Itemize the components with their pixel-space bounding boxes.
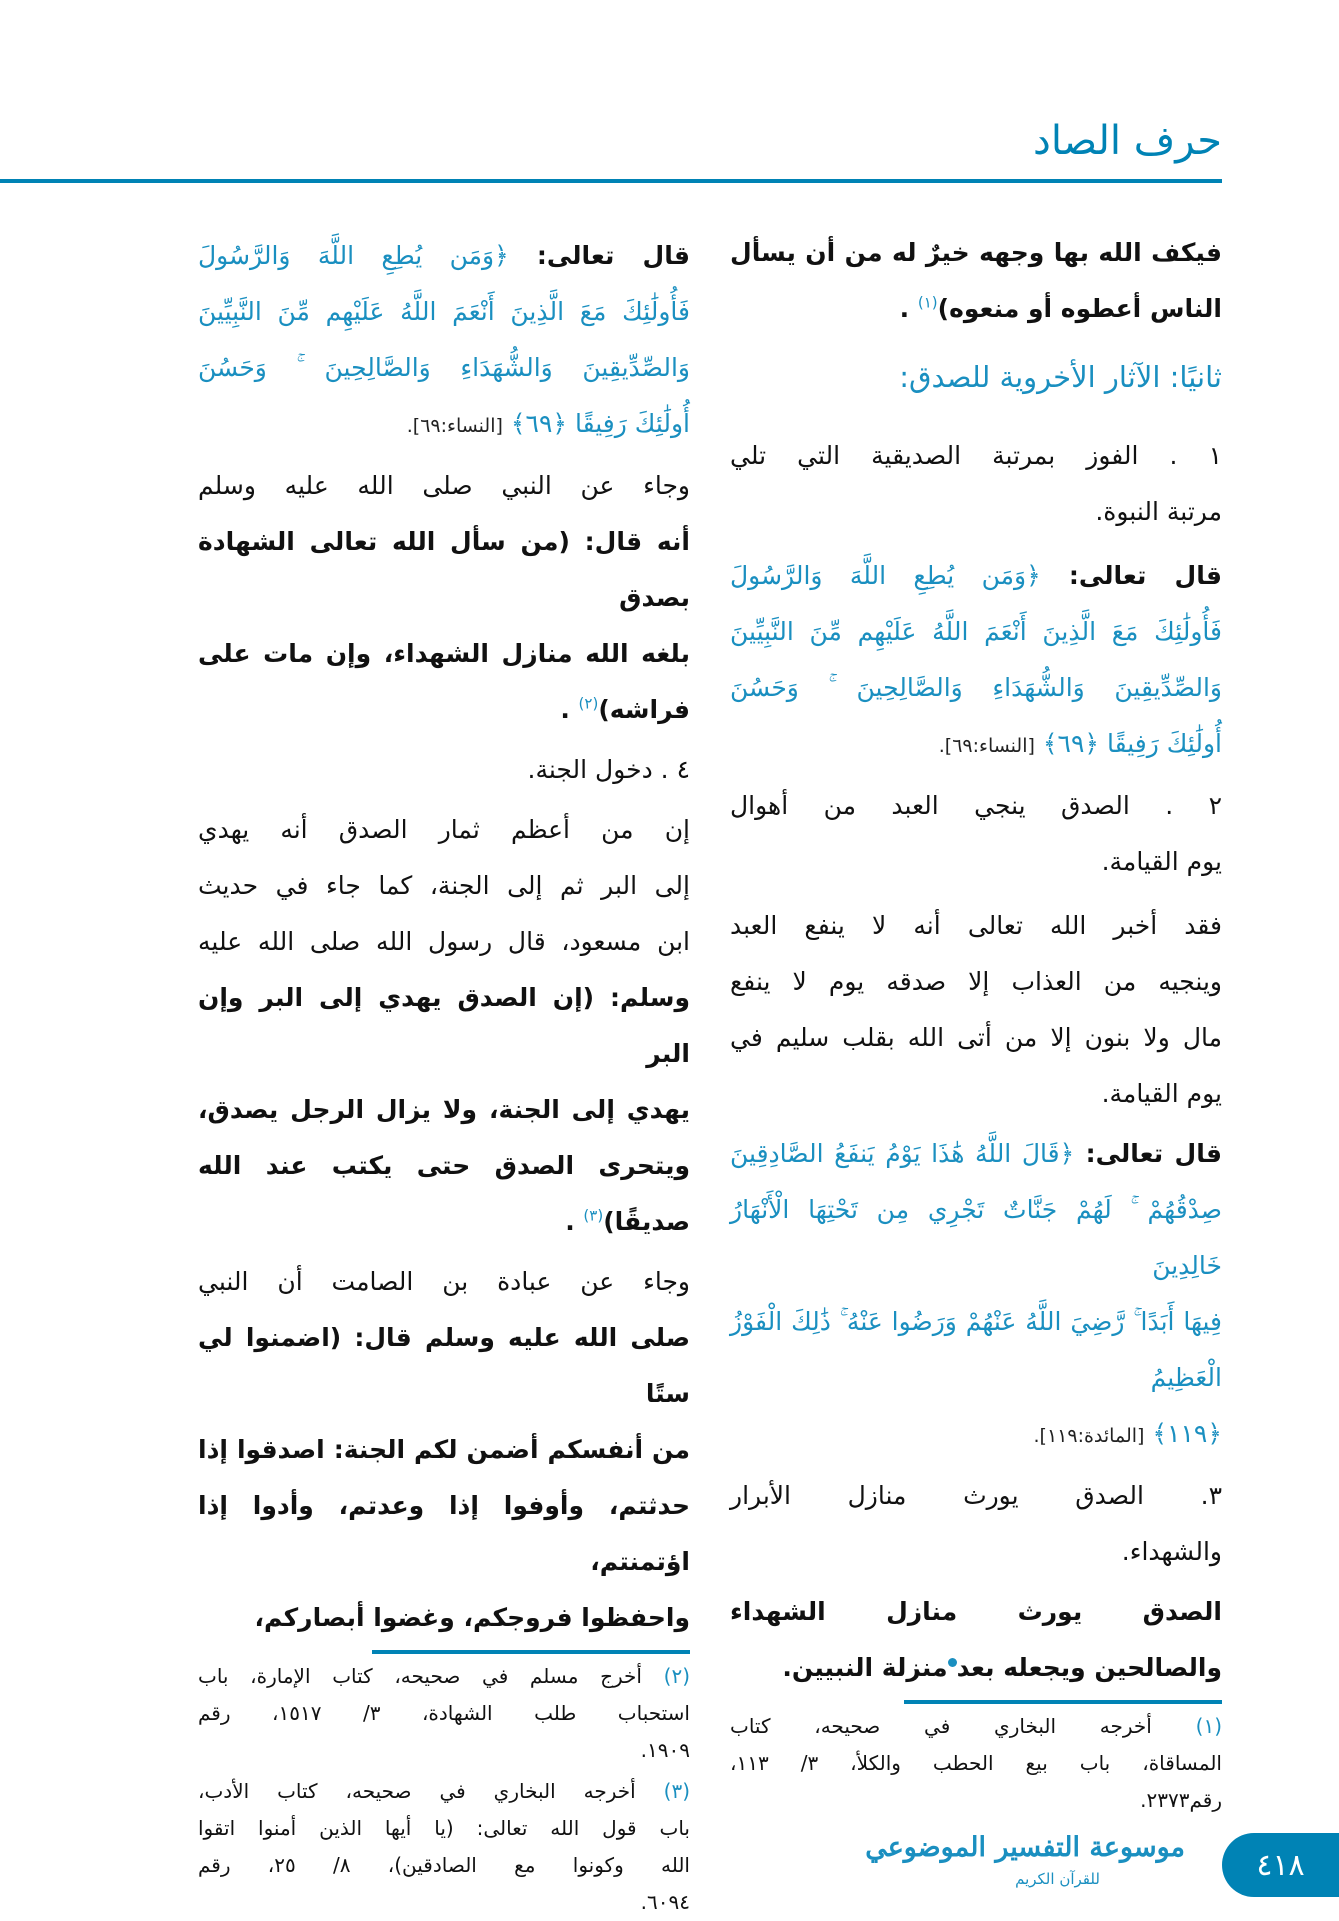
footnote-number: (٢) [641, 1664, 690, 1688]
paragraph [198, 458, 690, 738]
text-segment: مرتبة النبوة. [1095, 497, 1222, 526]
text-segment: أخرج مسلم في صحيحه، كتاب الإمارة، باب [198, 1664, 642, 1688]
logo-title: موسوعة التفسير الموضوعي [865, 1832, 1185, 1863]
text-segment: وجاء عن النبي صلى الله عليه وسلم [198, 471, 690, 500]
text-line [730, 898, 1222, 954]
text-segment: الله وكونوا مع الصادقين)، ٨/ ٢٥، رقم [198, 1853, 690, 1877]
text-line [730, 1708, 1222, 1745]
text-segment: رقم٢٣٧٣. [1140, 1788, 1222, 1812]
text-segment: والصالحين ويجعله بعد [956, 1653, 1222, 1682]
footnote-marker: (٢) [578, 694, 599, 713]
text-line [198, 458, 690, 514]
footnote [730, 1708, 1222, 1819]
text-line [198, 228, 690, 284]
text-segment: الصدق يورث منازل الشهداء [730, 1597, 1222, 1626]
text-segment: أخرجه البخاري في صحيحه، كتاب الأدب، [198, 1779, 636, 1803]
text-segment: أخرجه البخاري في صحيحه، كتاب [730, 1714, 1152, 1738]
text-line [198, 1695, 690, 1732]
paragraph [730, 898, 1222, 1122]
text-line [730, 484, 1222, 540]
text-segment: منزلة النبيين. [782, 1653, 948, 1682]
quran-quote [730, 548, 1222, 774]
text-line [198, 1254, 690, 1310]
quran-text: ﴿وَمَن يُطِعِ اللَّهَ وَالرَّسُولَ [198, 241, 509, 270]
text-segment: وينجيه من العذاب إلا صدقه يوم لا ينفع [730, 967, 1222, 996]
text-line [198, 514, 690, 626]
text-segment: . [899, 294, 918, 323]
text-line [198, 1847, 690, 1884]
text-line [730, 1010, 1222, 1066]
footnote-divider [372, 1650, 690, 1654]
text-line [730, 1782, 1222, 1819]
text-segment: يوم القيامة. [1101, 847, 1222, 876]
text-segment: مال ولا بنون إلا من أتى الله بقلب سليم في [730, 1023, 1222, 1052]
text-segment: واحفظوا فروجكم، وغضوا أبصاركم، [254, 1603, 690, 1632]
verse-reference: [المائدة:١١٩]. [1033, 1425, 1145, 1447]
text-segment: إن من أعظم ثمار الصدق أنه يهدي [198, 815, 690, 844]
text-line [730, 548, 1222, 604]
text-segment: صلى الله عليه وسلم قال: (اضمنوا لي ستًا [198, 1323, 690, 1408]
text-line [198, 858, 690, 914]
paragraph [730, 1584, 1222, 1696]
text-segment: فراشه) [598, 695, 690, 724]
text-line [198, 1194, 690, 1250]
text-line [198, 1732, 690, 1769]
text-segment: يوم القيامة. [1101, 1079, 1222, 1108]
text-line [730, 1066, 1222, 1122]
text-line [730, 225, 1222, 281]
text-line [730, 428, 1222, 484]
paragraph [730, 225, 1222, 337]
text-line [730, 778, 1222, 834]
text-line [730, 1468, 1222, 1524]
page-number: ٤١٨ [1222, 1833, 1339, 1897]
text-line [198, 1773, 690, 1810]
text-line [198, 914, 690, 970]
quran-text: أُولَٰئِكَ رَفِيقًا ﴿٦٩﴾ [1034, 729, 1222, 758]
text-line [730, 604, 1222, 660]
footnote [198, 1773, 690, 1921]
quran-text: ﴿وَمَن يُطِعِ اللَّهَ وَالرَّسُولَ [730, 561, 1041, 590]
footnote-marker: (١) [917, 293, 938, 312]
text-segment: ويتحرى الصدق حتى يكتب عند الله [198, 1151, 690, 1180]
text-line [198, 1590, 690, 1646]
text-segment: الناس أعطوه أو منعوه) [937, 294, 1222, 323]
footnote-number: (١) [1151, 1714, 1222, 1738]
text-line [198, 1810, 690, 1847]
text-segment: والشهداء. [1121, 1537, 1222, 1566]
text-segment: . [560, 695, 579, 724]
text-segment: ٦٠٩٤. [640, 1890, 690, 1914]
text-segment: ١٩٠٩. [640, 1738, 690, 1762]
footnote-number: (٣) [635, 1779, 690, 1803]
text-line [198, 1082, 690, 1138]
verse-reference: [النساء:٦٩]. [406, 415, 503, 437]
text-segment: ٣. الصدق يورث منازل الأبرار [730, 1481, 1222, 1510]
text-segment: وسلم: (إن الصدق يهدي إلى البر وإن البر [198, 983, 690, 1068]
list-item [730, 1468, 1222, 1580]
text-segment: المساقاة، باب بيع الحطب والكلأ، ٣/ ١١٣، [730, 1751, 1222, 1775]
paragraph [198, 1254, 690, 1646]
text-line [198, 340, 690, 396]
list-item [730, 778, 1222, 890]
text-segment: فقد أخبر الله تعالى أنه لا ينفع العبد [730, 911, 1222, 940]
footnote-divider [904, 1700, 1222, 1704]
text-segment: حدثتم، وأوفوا إذا وعدتم، وأدوا إذا اؤتمنتم، [198, 1491, 690, 1576]
logo-subtitle: للقرآن الكريم [1015, 1870, 1100, 1888]
text-line [730, 1640, 1222, 1696]
text-segment: بلغه الله منازل الشهداء، وإن مات على [198, 639, 690, 668]
text-segment: أنه قال: (من سأل الله تعالى الشهادة بصدق [198, 527, 690, 612]
text-line [730, 1294, 1222, 1406]
text-segment: . [565, 1207, 584, 1236]
text-line [730, 347, 1222, 407]
section-heading [730, 347, 1222, 407]
quran-text: وَالصِّدِّيقِينَ وَالشُّهَدَاءِ وَالصَّالِحِينَ ۚ وَحَسُنَ [730, 673, 1222, 702]
text-line [198, 284, 690, 340]
text-segment: فيكف الله بها وجهه خيرٌ له من أن يسأل [730, 238, 1222, 267]
quran-text: ﴿١١٩﴾ [1144, 1419, 1222, 1448]
chapter-title: حرف الصاد [1033, 118, 1222, 164]
text-line [198, 742, 690, 798]
text-segment: من أنفسكم أضمن لكم الجنة: اصدقوا إذا [198, 1435, 690, 1464]
text-segment: ثانيًا: الآثار الأخروية للصدق: [899, 360, 1222, 394]
text-segment: قال تعالى: [508, 241, 690, 270]
quran-quote [198, 228, 690, 454]
list-item [730, 428, 1222, 540]
text-line [198, 626, 690, 682]
footnote [198, 1658, 690, 1769]
right-column [730, 0, 1222, 1890]
text-line [198, 802, 690, 858]
quran-text: صِدْقُهُمْ ۚ لَهُمْ جَنَّاتٌ تَجْرِي مِن تَحْتِهَا الْأَنْهَارُ خَالِدِينَ [730, 1195, 1222, 1280]
verse-reference: [النساء:٦٩]. [938, 735, 1035, 757]
text-segment: ٤ . دخول الجنة. [527, 755, 690, 784]
footnote-marker: (٣) [583, 1206, 604, 1225]
text-line [730, 1584, 1222, 1640]
text-line [198, 682, 690, 738]
text-line [730, 660, 1222, 716]
text-segment: صديقًا) [603, 1207, 690, 1236]
quran-text: فِيهَا أَبَدًا ۚ رَّضِيَ اللَّهُ عَنْهُمْ وَرَضُوا عَنْهُ ۚ ذَٰلِكَ الْفَوْزُ الْعَظِيمُ [730, 1307, 1222, 1392]
text-line [198, 1138, 690, 1194]
text-segment: باب قول الله تعالى: (يا أيها الذين أمنوا اتقوا [198, 1816, 690, 1840]
quran-text: ﴿قَالَ اللَّهُ هَٰذَا يَوْمُ يَنفَعُ الصَّادِقِينَ [730, 1139, 1075, 1168]
text-segment: ٢ . الصدق ينجي العبد من أهوال [730, 791, 1222, 820]
text-line [730, 281, 1222, 337]
quran-quote [730, 1126, 1222, 1464]
text-segment: يهدي إلى الجنة، ولا يزال الرجل يصدق، [198, 1095, 690, 1124]
text-segment: قال تعالى: [1074, 1139, 1222, 1168]
text-line [730, 1182, 1222, 1294]
quran-text: فَأُولَٰئِكَ مَعَ الَّذِينَ أَنْعَمَ اللَّهُ عَلَيْهِم مِّنَ النَّبِيِّينَ [198, 297, 690, 326]
text-line [198, 970, 690, 1082]
left-column [198, 0, 690, 1914]
text-line [198, 1658, 690, 1695]
text-line [730, 1406, 1222, 1464]
text-segment: قال تعالى: [1040, 561, 1222, 590]
text-line [730, 954, 1222, 1010]
text-segment: استحباب طلب الشهادة، ٣/ ١٥١٧، رقم [198, 1701, 690, 1725]
text-line [730, 834, 1222, 890]
text-segment: ابن مسعود، قال رسول الله صلى الله عليه [198, 927, 690, 956]
text-line [730, 1126, 1222, 1182]
dot-marker [948, 1658, 957, 1667]
paragraph [198, 802, 690, 1250]
text-line [198, 1310, 690, 1422]
quran-text: أُولَٰئِكَ رَفِيقًا ﴿٦٩﴾ [502, 409, 690, 438]
text-line [198, 1478, 690, 1590]
list-item [198, 742, 690, 798]
text-segment: ١ . الفوز بمرتبة الصديقية التي تلي [730, 441, 1222, 470]
text-line [730, 716, 1222, 774]
text-line [198, 1422, 690, 1478]
text-segment: إلى البر ثم إلى الجنة، كما جاء في حديث [198, 871, 690, 900]
text-line [730, 1745, 1222, 1782]
encyclopedia-logo [865, 1827, 1185, 1889]
text-line [198, 396, 690, 454]
quran-text: وَالصِّدِّيقِينَ وَالشُّهَدَاءِ وَالصَّالِحِينَ ۚ وَحَسُنَ [198, 353, 690, 382]
text-line [730, 1524, 1222, 1580]
text-segment: وجاء عن عبادة بن الصامت أن النبي [198, 1267, 690, 1296]
quran-text: فَأُولَٰئِكَ مَعَ الَّذِينَ أَنْعَمَ اللَّهُ عَلَيْهِم مِّنَ النَّبِيِّينَ [730, 617, 1222, 646]
